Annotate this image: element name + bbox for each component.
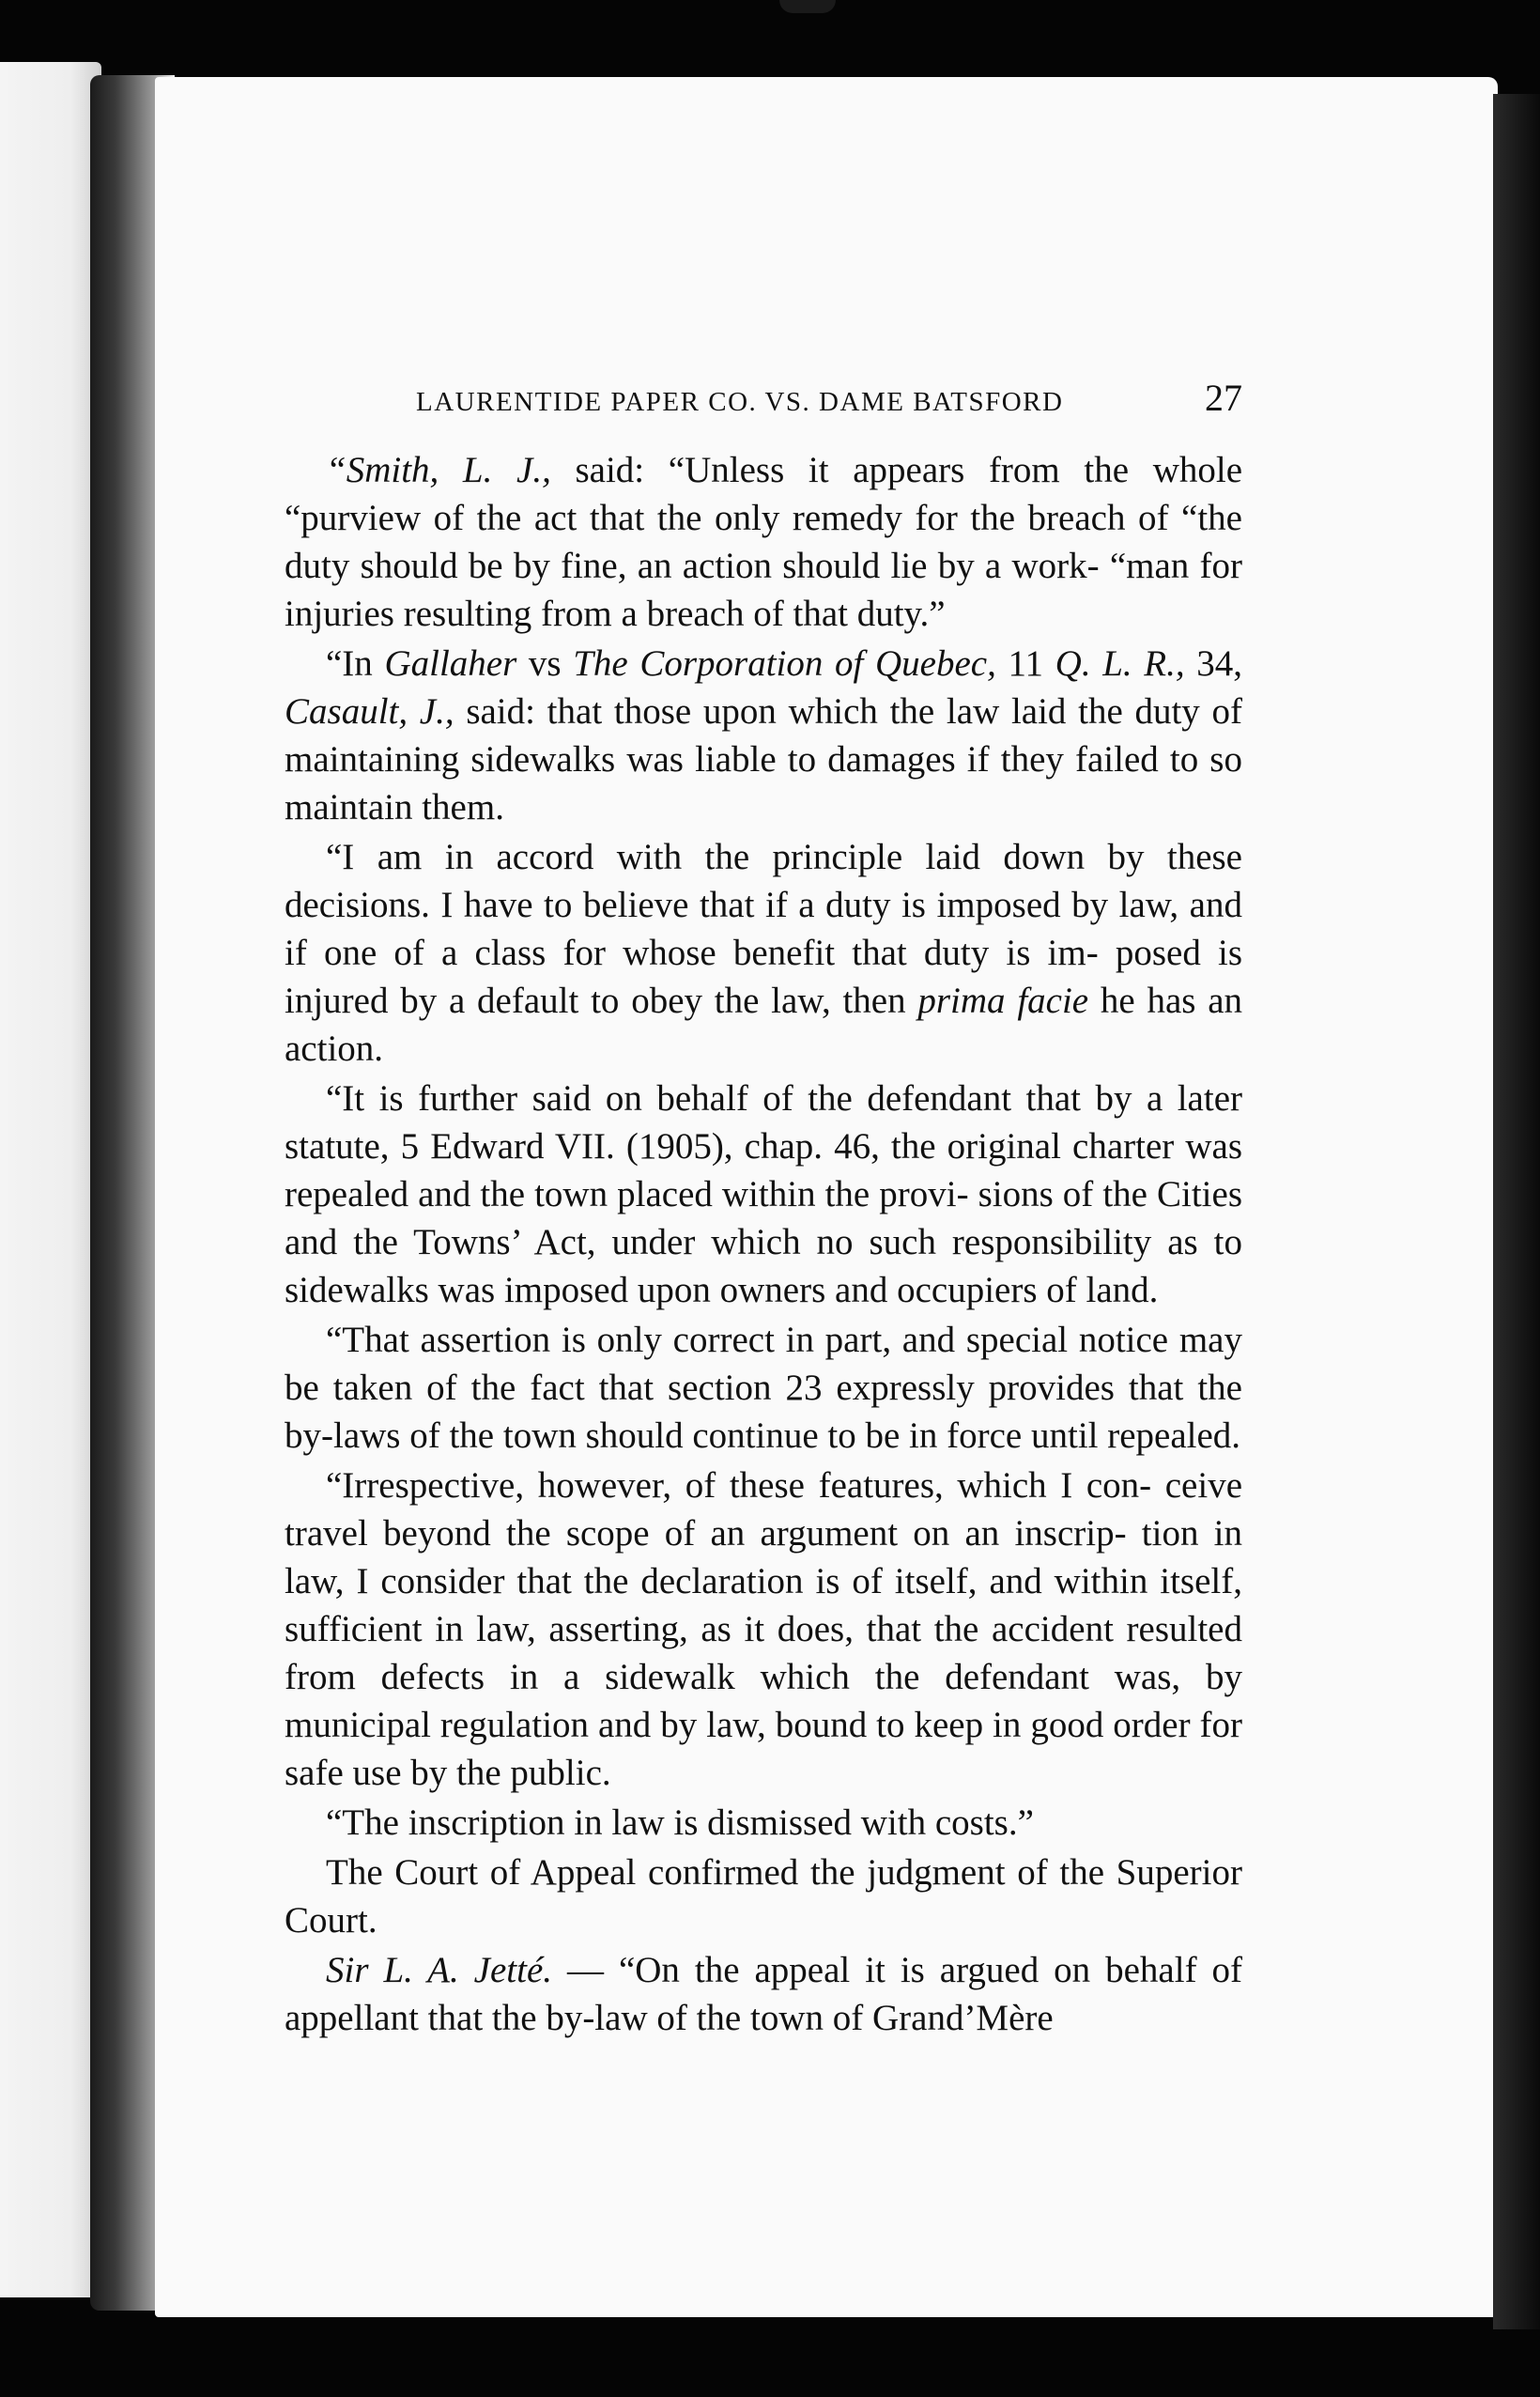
body-text-run: he has an action.	[285, 981, 1242, 1069]
italic-text: Gallaher	[384, 643, 517, 684]
running-head	[416, 376, 1242, 420]
body-text-run: 11	[995, 643, 1055, 684]
italic-text: Q. L. R.,	[1055, 643, 1185, 684]
paragraph	[285, 1799, 1242, 1847]
paragraph	[285, 1461, 1242, 1797]
body-text	[285, 446, 1242, 2042]
body-text-run: “In	[326, 643, 385, 684]
body-text-run: “Irrespective, however, of these features, which I con- ceive travel beyond the scope of an argument on an inscrip- tion in law, I consider that the declaration is of itself, and within itself, sufficient in law, asserting, as it does, that the accident resulted from defects in a sidewalk which the defendant was, by municipal regulation and by law, bound to keep in good order for safe use by the public.	[285, 1465, 1242, 1793]
previous-page-edge	[0, 62, 101, 2297]
body-text-run: 34,	[1184, 643, 1243, 684]
body-text-run: said: that those upon which the law laid the duty of maintaining sidewalks was liable to damages if they failed to so maintain them.	[285, 691, 1242, 827]
body-text-run: “I am in accord with the principle laid down by these decisions. I have to believe that if a duty is imposed by law, and if one of a class for whose benefit that duty is im- posed is injured by a default to obey the law, then	[285, 837, 1242, 1021]
paragraph	[285, 1848, 1242, 1944]
body-text-run: “That assertion is only correct in part, and special notice may be taken of the fact that section 23 expressly provides that the by-laws of the town should continue to be in force until repealed.	[285, 1320, 1242, 1456]
body-text-run: said: “Unless it appears from the whole “purview of the act that the only remedy for the breach of “the duty should be by fine, an action should lie by a work- “man for injuries resulting from a breach of that duty.”	[285, 450, 1243, 634]
body-text-run: vs	[516, 643, 574, 684]
italic-text: prima facie	[917, 981, 1089, 1021]
top-edge-mark	[779, 0, 836, 13]
italic-text: The Corporation of Quebec,	[573, 643, 996, 684]
page-right-edge	[1493, 94, 1540, 2329]
paragraph	[285, 640, 1242, 831]
italic-text: “Smith, L. J.,	[326, 450, 551, 490]
body-text-run: — “On the appeal it is argued on behalf of appellant that the by-law of the town of Grand’Mère	[285, 1950, 1243, 2038]
body-text-run: “It is further said on behalf of the defendant that by a later statute, 5 Edward VII. (1905), chap. 46, the original charter was repealed and the town placed within the provi- sions of the Cities and the Towns’ Act, under which no such responsibility as to sidewalks was imposed upon owners and occupiers of land.	[285, 1078, 1242, 1310]
paragraph	[285, 1946, 1242, 2042]
page-number: 27	[1205, 377, 1242, 419]
italic-text: Casault, J.,	[285, 691, 454, 732]
paragraph	[285, 1075, 1242, 1314]
italic-text: Sir L. A. Jetté.	[326, 1950, 553, 1990]
paragraph	[285, 1316, 1242, 1460]
body-text-run: “The inscription in law is dismissed with costs.”	[326, 1802, 1034, 1843]
page-content	[285, 376, 1242, 2044]
running-head-title: LAURENTIDE PAPER CO. VS. DAME BATSFORD	[416, 387, 1064, 417]
body-text-run: The Court of Appeal confirmed the judgment of the Superior Court.	[285, 1852, 1242, 1941]
paragraph	[285, 833, 1242, 1073]
paragraph	[285, 446, 1242, 638]
